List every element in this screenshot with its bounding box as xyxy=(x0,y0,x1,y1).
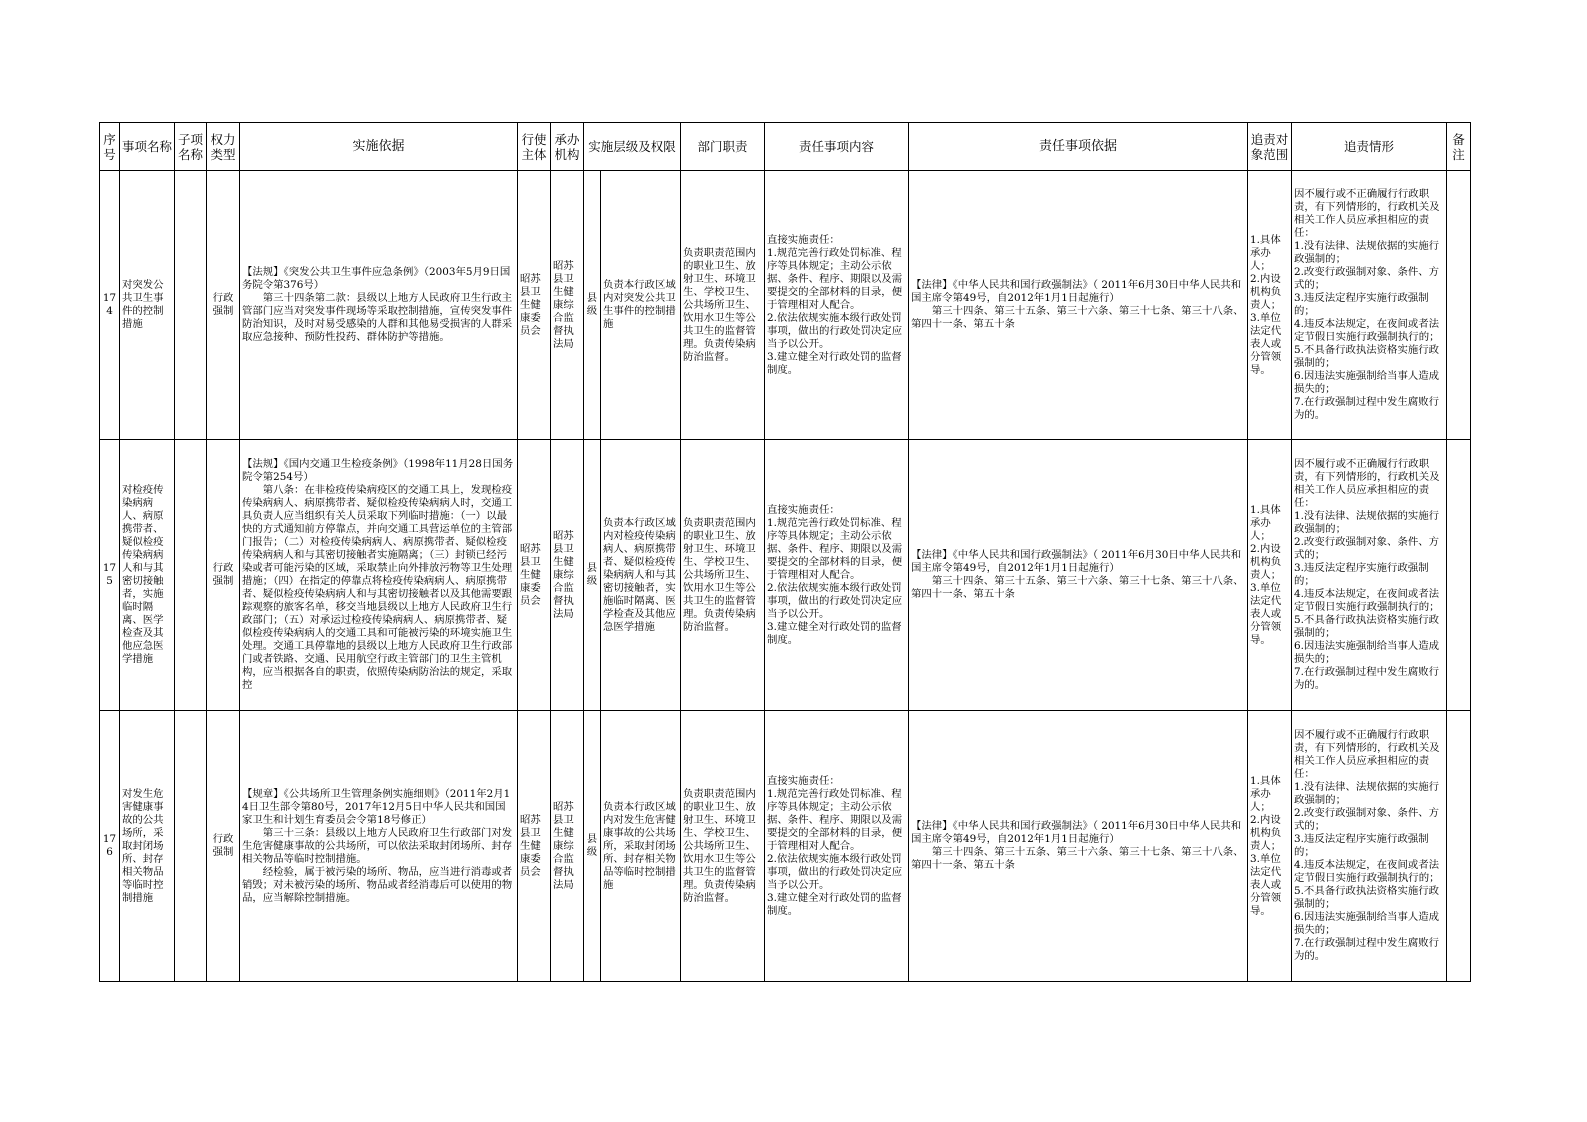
cell-note xyxy=(1447,711,1471,982)
respbasis-body: 第三十四条、第三十五条、第三十六条、第三十七条、第三十八条、第四十一条、第五十条 xyxy=(911,305,1244,330)
cell-type: 行政强制 xyxy=(207,440,240,711)
respbasis-body: 第三十四条、第三十五条、第三十六条、第三十七条、第三十八条、第四十一条、第五十条 xyxy=(911,846,1244,871)
cell-type: 行政强制 xyxy=(207,711,240,982)
cell-scope: 1.具体承办人； 2.内设机构负责人； 3.单位法定代表人或分管领导。 xyxy=(1248,440,1292,711)
cell-respbasis xyxy=(909,440,1248,711)
cell-org: 昭苏县卫生健康综合监督执法局 xyxy=(551,711,584,982)
header-resp: 责任事项内容 xyxy=(765,123,909,171)
cell-basis xyxy=(240,171,518,440)
cell-level: 县级 xyxy=(584,711,601,982)
cell-level-power: 负责本行政区域内对发生危害健康事故的公共场所，采取封闭场所、封存相关物品等临时控制措施 xyxy=(601,711,681,982)
table-row xyxy=(100,171,1471,440)
basis-title: 【法规】《突发公共卫生事件应急条例》（2003年5月9日国务院令第376号） xyxy=(242,266,511,291)
cell-level: 县级 xyxy=(584,171,601,440)
header-type: 权力类型 xyxy=(207,123,240,171)
header-respbasis: 责任事项依据 xyxy=(909,123,1248,171)
cell-level: 县级 xyxy=(584,440,601,711)
cell-subject: 昭苏县卫生健康委员会 xyxy=(518,171,551,440)
cell-scope: 1.具体承办人； 2.内设机构负责人； 3.单位法定代表人或分管领导。 xyxy=(1248,171,1292,440)
cell-seq: 174 xyxy=(100,171,120,440)
cell-org: 昭苏县卫生健康综合监督执法局 xyxy=(551,171,584,440)
cell-note xyxy=(1447,440,1471,711)
respbasis-title: 【法律】《中华人民共和国行政强制法》（ 2011年6月30日中华人民共和国主席令第49号，自2012年1月1日起施行） xyxy=(911,820,1242,845)
cell-seq: 175 xyxy=(100,440,120,711)
table-row xyxy=(100,440,1471,711)
header-subject: 行使主体 xyxy=(518,123,551,171)
cell-seq: 176 xyxy=(100,711,120,982)
cell-level-power: 负责本行政区域内对突发公共卫生事件的控制措施 xyxy=(601,171,681,440)
cell-situation: 因不履行或不正确履行行政职责，有下列情形的，行政机关及相关工作人员应承担相应的责任： 1.没有法律、法规依据的实施行政强制的； 2.改变行政强制对象、条件、方式的； 3.违反法定程序实施行政强制的； 4.违反本法规定，在夜间或者法定节假日实施行政强制执行的； 5.不具备行政执法资格实施行政强制的； 6.因违法实施强制给当事人造成损失的； 7.在行政强制过程中发生腐败行为的。 xyxy=(1292,440,1447,711)
cell-org: 昭苏县卫生健康综合监督执法局 xyxy=(551,440,584,711)
cell-sub xyxy=(175,171,207,440)
basis-body: 第三十四条第二款：县级以上地方人民政府卫生行政主管部门应当对突发事件现场等采取控制措施，宣传突发事件防治知识，及时对易受感染的人群和其他易受损害的人群采取应急接种、预防性投药、群体防护等措施。 xyxy=(242,292,513,343)
header-seq: 序号 xyxy=(100,123,120,171)
header-situation: 追责情形 xyxy=(1292,123,1447,171)
table-row xyxy=(100,711,1471,982)
cell-resp: 直接实施责任： 1.规范完善行政处罚标准、程序等具体规定；主动公示依据、条件、程序、期限以及需要提交的全部材料的目录，便于管理相对人配合。 2.依法依规实施本级行政处罚事项，做出的行政处罚决定应当予以公开。 3.建立健全对行政处罚的监督制度。 xyxy=(765,711,909,982)
cell-duty: 负责职责范围内的职业卫生、放射卫生、环境卫生、学校卫生、公共场所卫生、饮用水卫生等公共卫生的监督管理。负责传染病防治监督。 xyxy=(681,440,765,711)
cell-sub xyxy=(175,711,207,982)
header-note: 备注 xyxy=(1447,123,1471,171)
header-basis: 实施依据 xyxy=(240,123,518,171)
header-org: 承办机构 xyxy=(551,123,584,171)
cell-situation: 因不履行或不正确履行行政职责，有下列情形的，行政机关及相关工作人员应承担相应的责任： 1.没有法律、法规依据的实施行政强制的； 2.改变行政强制对象、条件、方式的； 3.违反法定程序实施行政强制的； 4.违反本法规定，在夜间或者法定节假日实施行政强制执行的； 5.不具备行政执法资格实施行政强制的； 6.因违法实施强制给当事人造成损失的； 7.在行政强制过程中发生腐败行为的。 xyxy=(1292,171,1447,440)
cell-subject: 昭苏县卫生健康委员会 xyxy=(518,711,551,982)
header-sub: 子项名称 xyxy=(175,123,207,171)
cell-resp: 直接实施责任： 1.规范完善行政处罚标准、程序等具体规定；主动公示依据、条件、程序、期限以及需要提交的全部材料的目录，便于管理相对人配合。 2.依法依规实施本级行政处罚事项，做出的行政处罚决定应当予以公开。 3.建立健全对行政处罚的监督制度。 xyxy=(765,440,909,711)
header-name: 事项名称 xyxy=(120,123,175,171)
cell-subject: 昭苏县卫生健康委员会 xyxy=(518,440,551,711)
basis-title: 【法规】《国内交通卫生检疫条例》（1998年11月28日国务院令第254号） xyxy=(242,458,514,483)
respbasis-body: 第三十四条、第三十五条、第三十六条、第三十七条、第三十八条、第四十一条、第五十条 xyxy=(911,575,1244,600)
cell-basis xyxy=(240,711,518,982)
respbasis-title: 【法律】《中华人民共和国行政强制法》（ 2011年6月30日中华人民共和国主席令第49号，自2012年1月1日起施行） xyxy=(911,279,1242,304)
respbasis-title: 【法律】《中华人民共和国行政强制法》（ 2011年6月30日中华人民共和国主席令第49号，自2012年1月1日起施行） xyxy=(911,549,1242,574)
cell-duty: 负责职责范围内的职业卫生、放射卫生、环境卫生、学校卫生、公共场所卫生、饮用水卫生等公共卫生的监督管理。负责传染病防治监督。 xyxy=(681,171,765,440)
cell-scope: 1.具体承办人； 2.内设机构负责人； 3.单位法定代表人或分管领导。 xyxy=(1248,711,1292,982)
cell-duty: 负责职责范围内的职业卫生、放射卫生、环境卫生、学校卫生、公共场所卫生、饮用水卫生等公共卫生的监督管理。负责传染病防治监督。 xyxy=(681,711,765,982)
header-scope: 追责对象范围 xyxy=(1248,123,1292,171)
header-row xyxy=(100,123,1471,171)
cell-name: 对突发公共卫生事件的控制措施 xyxy=(120,171,175,440)
cell-name: 对发生危害健康事故的公共场所，采取封闭场所、封存相关物品等临时控制措施 xyxy=(120,711,175,982)
cell-note xyxy=(1447,171,1471,440)
power-list-table xyxy=(99,122,1471,982)
cell-type: 行政强制 xyxy=(207,171,240,440)
cell-basis xyxy=(240,440,518,711)
cell-sub xyxy=(175,440,207,711)
cell-resp: 直接实施责任： 1.规范完善行政处罚标准、程序等具体规定；主动公示依据、条件、程序、期限以及需要提交的全部材料的目录，便于管理相对人配合。 2.依法依规实施本级行政处罚事项，做出的行政处罚决定应当予以公开。 3.建立健全对行政处罚的监督制度。 xyxy=(765,171,909,440)
cell-situation: 因不履行或不正确履行行政职责，有下列情形的，行政机关及相关工作人员应承担相应的责任： 1.没有法律、法规依据的实施行政强制的； 2.改变行政强制对象、条件、方式的； 3.违反法定程序实施行政强制的； 4.违反本法规定，在夜间或者法定节假日实施行政强制执行的； 5.不具备行政执法资格实施行政强制的； 6.因违法实施强制给当事人造成损失的； 7.在行政强制过程中发生腐败行为的。 xyxy=(1292,711,1447,982)
basis-clip xyxy=(242,458,515,692)
basis-title: 【规章】《公共场所卫生管理条例实施细则》（2011年2月14日卫生部令第80号，2017年12月5日中华人民共和国国家卫生和计划生育委员会令第18号修正） xyxy=(242,787,511,826)
cell-name: 对检疫传染病病人、病原携带者、疑似检疫传染病病人和与其密切接触者，实施临时隔离、医学检查及其他应急医学措施 xyxy=(120,440,175,711)
cell-respbasis xyxy=(909,171,1248,440)
basis-body-2: 经检验，属于被污染的场所、物品，应当进行消毒或者销毁；对未被污染的场所、物品或者经消毒后可以使用的物品，应当解除控制措施。 xyxy=(242,865,513,904)
cell-level-power: 负责本行政区域内对检疫传染病病人、病原携带者、疑似检疫传染病病人和与其密切接触者，实施临时隔离、医学检查及其他应急医学措施 xyxy=(601,440,681,711)
header-duty: 部门职责 xyxy=(681,123,765,171)
basis-body: 第八条：在非检疫传染病疫区的交通工具上，发现检疫传染病病人、病原携带者、疑似检疫传染病病人时，交通工具负责人应当组织有关人员采取下列临时措施：（一）以最快的方式通知前方停靠点，并向交通工具营运单位的主管部门报告；（二）对检疫传染病病人、病原携带者、疑似检疫传染病病人和与其密切接触者实施隔离；（三）封锁已经污染或者可能污染的区域，采取禁止向外排放污物等卫生处理措施；（四）在指定的停靠点将检疫传染病病人、病原携带者、疑似检疫传染病病人和与其密切接触者以及其他需要跟踪观察的旅客名单，移交当地县级以上地方人民政府卫生行政部门；（五）对承运过检疫传染病病人、病原携带者、疑似检疫传染病病人的交通工具和可能被污染的环境实施卫生处理。交通工具停靠地的县级以上地方人民政府卫生行政部门或者铁路、交通、民用航空行政主管部门的卫生主管机构，应当根据各自的职责，依照传染病防治法的规定，采取控 xyxy=(242,484,513,691)
cell-respbasis xyxy=(909,711,1248,982)
header-level: 实施层级及权限 xyxy=(584,123,681,171)
basis-body: 第三十三条：县级以上地方人民政府卫生行政部门对发生危害健康事故的公共场所，可以依法采取封闭场所、封存相关物品等临时控制措施。 xyxy=(242,826,513,865)
